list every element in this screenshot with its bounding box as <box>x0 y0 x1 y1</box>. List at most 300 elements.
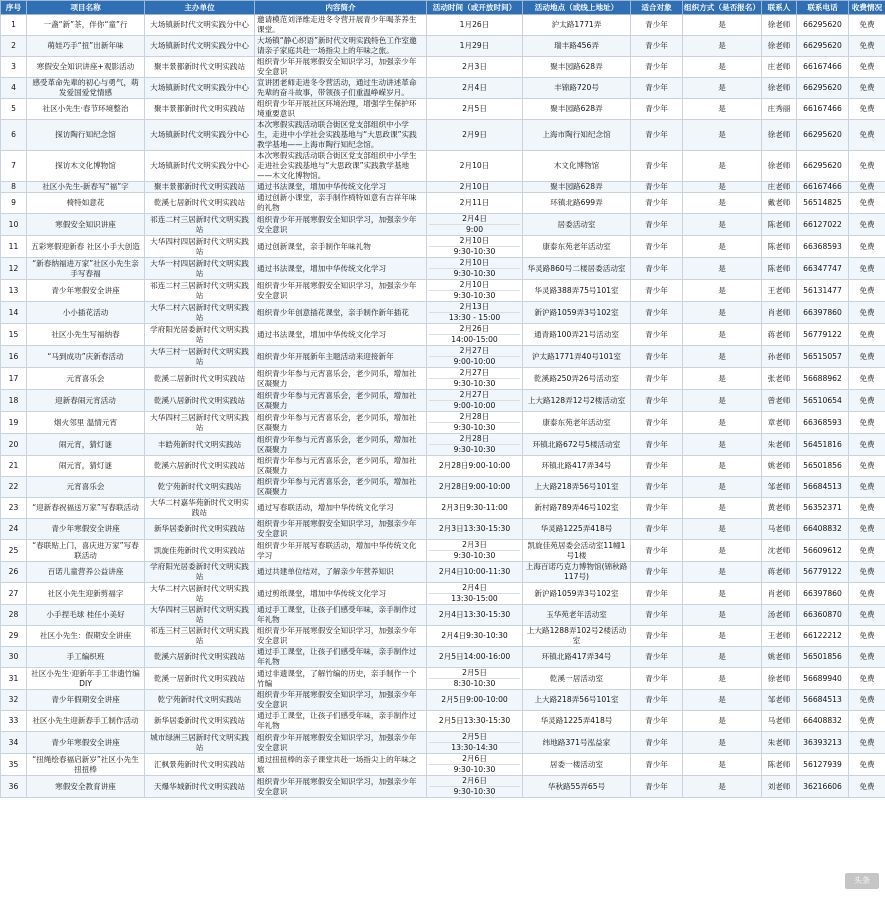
activity-location: 上海市陶行知纪念馆 <box>523 120 631 151</box>
activity-location: 木文化博物馆 <box>523 151 631 182</box>
contact-phone: 66408832 <box>797 519 849 540</box>
content-intro: 通过手工课堂，让孩子们感受年味，亲手制作过年礼物 <box>255 647 427 668</box>
time-date: 2月10日 <box>459 236 490 245</box>
activity-time <box>427 754 523 776</box>
fee: 免费 <box>849 519 885 540</box>
target-audience: 青少年 <box>631 754 683 776</box>
activity-time <box>427 280 523 302</box>
activity-time <box>427 456 523 477</box>
row-number: 33 <box>1 711 27 732</box>
time-date: 2月6日 <box>462 776 487 785</box>
time-date: 2月11日 <box>459 198 490 207</box>
table-row <box>1 583 885 605</box>
organizer: 聚丰景都新时代文明实践站 <box>145 57 255 78</box>
target-audience: 青少年 <box>631 583 683 605</box>
target-audience: 青少年 <box>631 258 683 280</box>
time-range: 9:00-10:00 <box>429 356 520 367</box>
row-number: 13 <box>1 280 27 302</box>
fee: 免费 <box>849 626 885 647</box>
project-name: 迎新春闹元宵活动 <box>27 390 145 412</box>
activity-location: 上大路218弄56号101室 <box>523 477 631 498</box>
organizer: 乾宁苑新时代文明实践站 <box>145 690 255 711</box>
time-date: 2月4日13:30-15:30 <box>438 610 511 619</box>
content-intro: 本次寒假实践活动联合街区党支部组织中小学生走进社会实践基地与“大思政课”实践教学基地——木文化博物馆。 <box>255 151 427 182</box>
contact-phone: 66295620 <box>797 120 849 151</box>
registration-required: 是 <box>683 754 762 776</box>
content-intro: 组织青少年参与元宵喜乐会，老少同乐，增加社区凝聚力 <box>255 390 427 412</box>
target-audience: 青少年 <box>631 36 683 57</box>
activity-time <box>427 562 523 583</box>
project-name: 探访陶行知纪念馆 <box>27 120 145 151</box>
target-audience: 青少年 <box>631 626 683 647</box>
content-intro: 通过手工课堂，让孩子们感受年味，亲手制作过年礼物 <box>255 605 427 626</box>
table-row <box>1 434 885 456</box>
contact-phone: 56501856 <box>797 456 849 477</box>
activity-time <box>427 258 523 280</box>
organizer: 乾溪六居新时代文明实践站 <box>145 456 255 477</box>
row-number: 6 <box>1 120 27 151</box>
activity-location: 康泰东苑老年活动室 <box>523 412 631 434</box>
contact-phone: 56510654 <box>797 390 849 412</box>
registration-required: 是 <box>683 57 762 78</box>
contact-person: 徐老师 <box>762 36 797 57</box>
fee: 免费 <box>849 57 885 78</box>
contact-phone: 56684513 <box>797 477 849 498</box>
contact-phone: 56609612 <box>797 540 849 562</box>
activity-time <box>427 15 523 36</box>
fee: 免费 <box>849 690 885 711</box>
content-intro: 通过写春联活动，增加中华传统文化学习 <box>255 498 427 519</box>
activity-location: 丰锦路720号 <box>523 78 631 99</box>
activity-location: 凯旋佳苑居委会活动室11幢1号1楼 <box>523 540 631 562</box>
organizer: 乾溪八居新时代文明实践站 <box>145 390 255 412</box>
fee: 免费 <box>849 434 885 456</box>
content-intro: 大场镇“静心织语”新时代文明实践特色工作室邀请亲子家庭共赴一场指尖上的年味之旅。 <box>255 36 427 57</box>
target-audience: 青少年 <box>631 120 683 151</box>
contact-person: 庄老师 <box>762 57 797 78</box>
fee: 免费 <box>849 151 885 182</box>
activity-time <box>427 412 523 434</box>
project-name: 社区小先生-新春写“福”字 <box>27 182 145 193</box>
target-audience: 青少年 <box>631 434 683 456</box>
organizer: 大华三村一居新时代文明实践站 <box>145 346 255 368</box>
table-row <box>1 368 885 390</box>
project-name: 元宵喜乐会 <box>27 477 145 498</box>
content-intro: 通过共建单位结对，了解亲少年营养知识 <box>255 562 427 583</box>
time-range: 9:30-10:30 <box>429 764 520 775</box>
contact-person: 庄秀丽 <box>762 99 797 120</box>
project-name: “迎新春祝福送万家”写春联活动 <box>27 498 145 519</box>
organizer: 乾溪七居新时代文明实践站 <box>145 193 255 214</box>
registration-required: 是 <box>683 120 762 151</box>
registration-required: 是 <box>683 151 762 182</box>
table-row <box>1 776 885 798</box>
contact-person: 刘老师 <box>762 776 797 798</box>
contact-phone: 56131477 <box>797 280 849 302</box>
content-intro: 组织青少年开展寒假安全知识学习，加强亲少年安全意识 <box>255 626 427 647</box>
table-row <box>1 280 885 302</box>
fee: 免费 <box>849 647 885 668</box>
organizer: 新华居委新时代文明实践站 <box>145 711 255 732</box>
activity-location: 华灵路860号二楼居委活动室 <box>523 258 631 280</box>
row-number: 26 <box>1 562 27 583</box>
organizer: 大华二村六居新时代文明实践站 <box>145 302 255 324</box>
contact-phone: 56779122 <box>797 562 849 583</box>
registration-required: 是 <box>683 690 762 711</box>
registration-required: 是 <box>683 477 762 498</box>
activity-location: 上大路218弄56号101室 <box>523 690 631 711</box>
time-date: 2月4日9:30-10:30 <box>441 631 508 640</box>
target-audience: 青少年 <box>631 668 683 690</box>
registration-required: 是 <box>683 711 762 732</box>
time-range: 13:30 - 15:00 <box>429 312 520 323</box>
content-intro: 组织青少年参与元宵喜乐会，老少同乐，增加社区凝聚力 <box>255 477 427 498</box>
activity-location: 瑞丰路456弄 <box>523 36 631 57</box>
table-row <box>1 258 885 280</box>
table-row <box>1 57 885 78</box>
activity-time <box>427 236 523 258</box>
project-name: 青少年寒假安全讲座 <box>27 280 145 302</box>
target-audience: 青少年 <box>631 346 683 368</box>
organizer: 天爆华城新时代文明实践站 <box>145 776 255 798</box>
contact-phone: 56451816 <box>797 434 849 456</box>
target-audience: 青少年 <box>631 280 683 302</box>
column-header: 主办单位 <box>145 1 255 15</box>
organizer: 学府阳光居委新时代文明实践站 <box>145 324 255 346</box>
activity-time <box>427 99 523 120</box>
contact-phone: 66368593 <box>797 236 849 258</box>
time-date: 2月4日10:00-11:30 <box>438 567 511 576</box>
target-audience: 青少年 <box>631 15 683 36</box>
time-date: 2月28日9:00-10:00 <box>438 461 511 470</box>
table-header-row <box>1 1 885 15</box>
target-audience: 青少年 <box>631 324 683 346</box>
contact-phone: 56127939 <box>797 754 849 776</box>
registration-required: 是 <box>683 15 762 36</box>
column-header: 组织方式（是否报名） <box>683 1 762 15</box>
activity-location: 华灵路1225弄418号 <box>523 519 631 540</box>
time-range: 9:30-10:30 <box>429 444 520 455</box>
content-intro: 组织青少年参与元宵喜乐会，老少同乐，增加社区凝聚力 <box>255 434 427 456</box>
contact-person: 姚老师 <box>762 456 797 477</box>
table-row <box>1 690 885 711</box>
table-row <box>1 647 885 668</box>
time-date: 2月5日14:00-16:00 <box>438 652 511 661</box>
contact-person: 汤老师 <box>762 605 797 626</box>
table-row <box>1 182 885 193</box>
column-header: 联系电话 <box>797 1 849 15</box>
fee: 免费 <box>849 668 885 690</box>
row-number: 29 <box>1 626 27 647</box>
project-name: 感受革命先辈的初心与勇气，萌发爱国爱党情感 <box>27 78 145 99</box>
fee: 免费 <box>849 99 885 120</box>
target-audience: 青少年 <box>631 711 683 732</box>
activity-location: 新沪路1059弄3号102室 <box>523 302 631 324</box>
time-date: 2月28日 <box>459 434 490 443</box>
fee: 免费 <box>849 776 885 798</box>
activity-location: 玉华苑老年活动室 <box>523 605 631 626</box>
organizer: 大华四村四居新时代文明实践站 <box>145 236 255 258</box>
project-name: “春联贴上门，喜庆进万家”写春联活动 <box>27 540 145 562</box>
contact-person: 徐老师 <box>762 120 797 151</box>
organizer: 大场镇新时代文明实践分中心 <box>145 120 255 151</box>
time-range: 14:00-15:00 <box>429 334 520 345</box>
activity-location: 通青路100弄21号活动室 <box>523 324 631 346</box>
row-number: 2 <box>1 36 27 57</box>
activity-location: 环镇北路672号5楼活动室 <box>523 434 631 456</box>
content-intro: 宣讲团老师走进冬令营活动，通过生动讲述革命先辈的奋斗故事，带领孩子们重温峥嵘岁月。 <box>255 78 427 99</box>
fee: 免费 <box>849 368 885 390</box>
registration-required: 是 <box>683 498 762 519</box>
activity-time <box>427 36 523 57</box>
contact-phone: 56684513 <box>797 690 849 711</box>
activity-time <box>427 193 523 214</box>
activity-location: 沪太路1771弄40号101室 <box>523 346 631 368</box>
activity-time <box>427 711 523 732</box>
contact-person: 戴老师 <box>762 193 797 214</box>
contact-person: 朱老师 <box>762 732 797 754</box>
activity-location: 乾溪路250弄26号活动室 <box>523 368 631 390</box>
fee: 免费 <box>849 36 885 57</box>
registration-required: 是 <box>683 36 762 57</box>
contact-phone: 56352371 <box>797 498 849 519</box>
organizer: 汇枫景苑新时代文明实践站 <box>145 754 255 776</box>
activity-location: 乾溪一居活动室 <box>523 668 631 690</box>
contact-person: 王老师 <box>762 280 797 302</box>
registration-required: 是 <box>683 324 762 346</box>
contact-phone: 66397860 <box>797 302 849 324</box>
row-number: 21 <box>1 456 27 477</box>
time-date: 2月26日 <box>459 324 490 333</box>
row-number: 11 <box>1 236 27 258</box>
organizer: 聚丰景都新时代文明实践站 <box>145 182 255 193</box>
activity-time <box>427 182 523 193</box>
row-number: 9 <box>1 193 27 214</box>
contact-person: 肖老师 <box>762 583 797 605</box>
time-date: 2月28日 <box>459 412 490 421</box>
contact-phone: 66122212 <box>797 626 849 647</box>
activity-location: 居委活动室 <box>523 214 631 236</box>
content-intro: 通过创新小课堂，亲手制作椅特如意有吉祥年味的礼物 <box>255 193 427 214</box>
activity-time <box>427 477 523 498</box>
target-audience: 青少年 <box>631 193 683 214</box>
fee: 免费 <box>849 302 885 324</box>
contact-person: 马老师 <box>762 519 797 540</box>
activity-time <box>427 324 523 346</box>
registration-required: 是 <box>683 583 762 605</box>
contact-phone: 66397860 <box>797 583 849 605</box>
project-name: 闹元宵，猜灯谜 <box>27 434 145 456</box>
fee: 免费 <box>849 498 885 519</box>
content-intro: 组织青少年参与元宵喜乐会，老少同乐，增加社区凝聚力 <box>255 412 427 434</box>
target-audience: 青少年 <box>631 456 683 477</box>
contact-person: 徐老师 <box>762 15 797 36</box>
fee: 免费 <box>849 711 885 732</box>
registration-required: 是 <box>683 236 762 258</box>
content-intro: 通过书法课堂，增加中华传统文化学习 <box>255 182 427 193</box>
content-intro: 组织青少年开展社区环境治理，增强学生保护环境重要意识 <box>255 99 427 120</box>
activity-location: 聚丰园路628弄 <box>523 182 631 193</box>
contact-person: 马老师 <box>762 711 797 732</box>
activity-location: 环镇北路699弄 <box>523 193 631 214</box>
time-range: 9:00-10:00 <box>429 400 520 411</box>
organizer: 大华四村三居新时代文明实践站 <box>145 605 255 626</box>
activity-time <box>427 214 523 236</box>
row-number: 36 <box>1 776 27 798</box>
target-audience: 青少年 <box>631 151 683 182</box>
time-date: 2月10日 <box>459 258 490 267</box>
project-name: 烟火邻里 温情元宵 <box>27 412 145 434</box>
organizer: 乾溪一居新时代文明实践站 <box>145 668 255 690</box>
organizer: 祁连三村三居新时代文明实践站 <box>145 626 255 647</box>
time-date: 2月4日 <box>462 583 487 592</box>
fee: 免费 <box>849 236 885 258</box>
fee: 免费 <box>849 193 885 214</box>
time-range: 9:30-10:30 <box>429 268 520 279</box>
contact-person: 邹老师 <box>762 690 797 711</box>
table-row <box>1 754 885 776</box>
time-range: 9:30-10:30 <box>429 378 520 389</box>
contact-phone: 56779122 <box>797 324 849 346</box>
content-intro: 组织青少年开展寒假安全知识学习，加强亲少年安全意识 <box>255 57 427 78</box>
content-intro: 通过书法课堂，增加中华传统文化学习 <box>255 324 427 346</box>
activity-time <box>427 434 523 456</box>
target-audience: 青少年 <box>631 412 683 434</box>
activity-location: 环镇北路417弄34号 <box>523 456 631 477</box>
organizer: 新华居委新时代文明实践站 <box>145 519 255 540</box>
row-number: 23 <box>1 498 27 519</box>
table-row <box>1 151 885 182</box>
registration-required: 是 <box>683 434 762 456</box>
column-header: 适合对象 <box>631 1 683 15</box>
activity-location: 纬地路371号泓益家 <box>523 732 631 754</box>
time-date: 2月5日 <box>462 104 487 113</box>
fee: 免费 <box>849 456 885 477</box>
time-range: 9:30-10:30 <box>429 550 520 561</box>
content-intro: 组织青少年开展寒假安全知识学习，加强亲少年安全意识 <box>255 732 427 754</box>
contact-person: 黄老师 <box>762 498 797 519</box>
fee: 免费 <box>849 78 885 99</box>
time-date: 1月29日 <box>459 41 490 50</box>
column-header: 项目名称 <box>27 1 145 15</box>
time-range: 13:30-14:30 <box>429 742 520 753</box>
activity-time <box>427 78 523 99</box>
registration-required: 是 <box>683 519 762 540</box>
time-date: 2月3日13:30-15:30 <box>438 524 511 533</box>
registration-required: 是 <box>683 540 762 562</box>
project-name: 一盏“新”茶，伴你“童”行 <box>27 15 145 36</box>
row-number: 30 <box>1 647 27 668</box>
contact-phone: 56515057 <box>797 346 849 368</box>
fee: 免费 <box>849 15 885 36</box>
activity-time <box>427 57 523 78</box>
time-date: 2月5日 <box>462 732 487 741</box>
contact-person: 陈老师 <box>762 214 797 236</box>
content-intro: 组织青少年参与元宵喜乐会，老少同乐，增加社区凝聚力 <box>255 456 427 477</box>
target-audience: 青少年 <box>631 182 683 193</box>
activity-location: 上大路1288弄102号2楼活动室 <box>523 626 631 647</box>
registration-required: 是 <box>683 390 762 412</box>
activity-location: 居委一楼活动室 <box>523 754 631 776</box>
watermark-logo: 头条 <box>845 873 879 889</box>
activity-location: 华灵路388弄75号101室 <box>523 280 631 302</box>
target-audience: 青少年 <box>631 302 683 324</box>
row-number: 20 <box>1 434 27 456</box>
project-name: “新春纳福进万家”社区小先生亲手写春福 <box>27 258 145 280</box>
project-name: 社区小先生·迎新年手工非遗竹编DIY <box>27 668 145 690</box>
registration-required: 是 <box>683 732 762 754</box>
content-intro: 组织青少年参与元宵喜乐会，老少同乐，增加社区凝聚力 <box>255 368 427 390</box>
time-date: 2月3日 <box>462 540 487 549</box>
contact-phone: 56501856 <box>797 647 849 668</box>
table-row <box>1 562 885 583</box>
activity-time <box>427 583 523 605</box>
fee: 免费 <box>849 562 885 583</box>
registration-required: 是 <box>683 668 762 690</box>
activity-location: 新村路789弄46号102室 <box>523 498 631 519</box>
activity-time <box>427 626 523 647</box>
table-row <box>1 732 885 754</box>
fee: 免费 <box>849 390 885 412</box>
time-date: 2月27日 <box>459 346 490 355</box>
target-audience: 青少年 <box>631 519 683 540</box>
target-audience: 青少年 <box>631 99 683 120</box>
activity-time <box>427 647 523 668</box>
table-row <box>1 412 885 434</box>
activity-time <box>427 498 523 519</box>
registration-required: 是 <box>683 78 762 99</box>
time-date: 2月3日9:30-11:00 <box>441 503 508 512</box>
activity-time <box>427 668 523 690</box>
table-row <box>1 15 885 36</box>
project-name: 闹元宵，猜灯谜 <box>27 456 145 477</box>
activity-time <box>427 540 523 562</box>
row-number: 14 <box>1 302 27 324</box>
time-date: 2月4日 <box>462 83 487 92</box>
fee: 免费 <box>849 280 885 302</box>
contact-phone: 66167466 <box>797 182 849 193</box>
fee: 免费 <box>849 605 885 626</box>
fee: 免费 <box>849 540 885 562</box>
table-row <box>1 78 885 99</box>
contact-phone: 56514825 <box>797 193 849 214</box>
row-number: 4 <box>1 78 27 99</box>
fee: 免费 <box>849 324 885 346</box>
project-name: 探访木文化博物馆 <box>27 151 145 182</box>
contact-person: 陈老师 <box>762 754 797 776</box>
organizer: 大场镇新时代文明实践分中心 <box>145 36 255 57</box>
organizer: 聚丰景都新时代文明实践站 <box>145 99 255 120</box>
content-intro: 通过创新课堂，亲手制作年味礼物 <box>255 236 427 258</box>
table-row <box>1 120 885 151</box>
row-number: 12 <box>1 258 27 280</box>
contact-person: 徐老师 <box>762 151 797 182</box>
activity-time <box>427 390 523 412</box>
target-audience: 青少年 <box>631 776 683 798</box>
column-header: 联系人 <box>762 1 797 15</box>
target-audience: 青少年 <box>631 390 683 412</box>
time-date: 2月5日13:30-15:30 <box>438 716 511 725</box>
activity-location: 沪太路1771弄 <box>523 15 631 36</box>
fee: 免费 <box>849 732 885 754</box>
content-intro: 通过扭扭棒的亲子课堂共赴一场指尖上的年味之旅 <box>255 754 427 776</box>
registration-required: 是 <box>683 776 762 798</box>
organizer: 大华一村四居新时代文明实践站 <box>145 258 255 280</box>
activity-time <box>427 732 523 754</box>
contact-person: 姚老师 <box>762 647 797 668</box>
contact-person: 蒋老师 <box>762 562 797 583</box>
row-number: 17 <box>1 368 27 390</box>
